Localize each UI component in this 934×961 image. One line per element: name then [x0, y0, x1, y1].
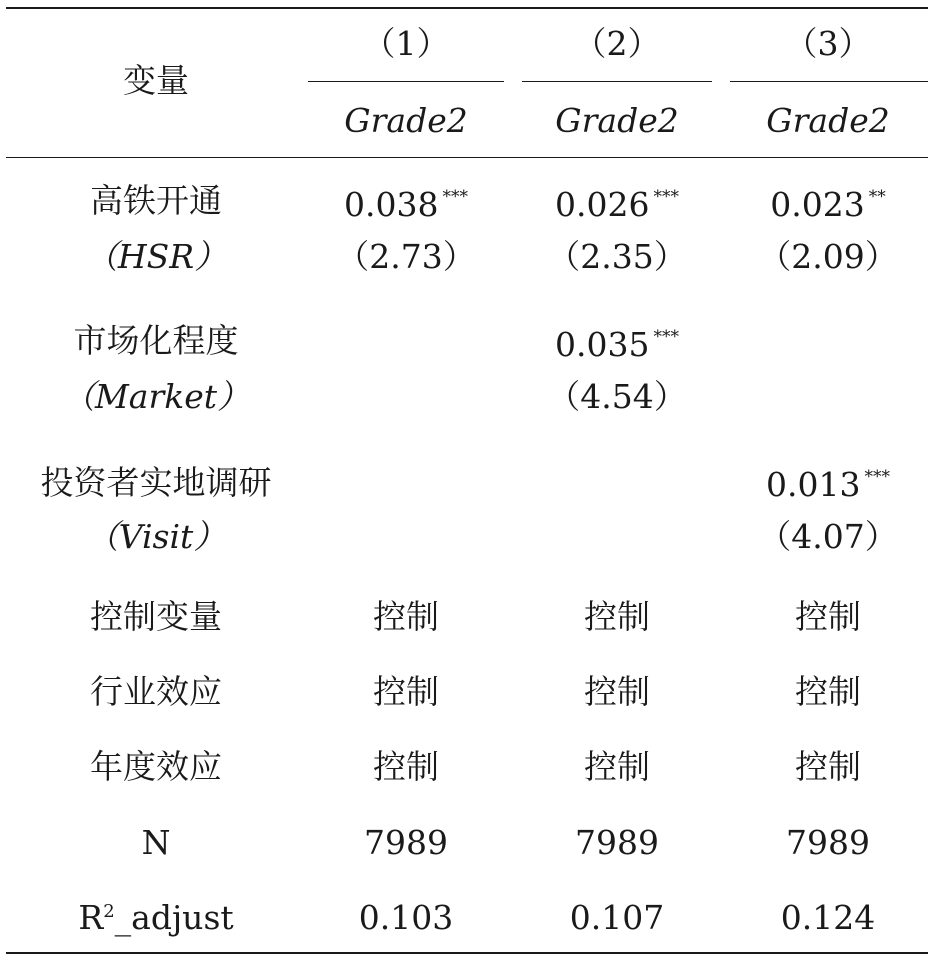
row-n-col3: 7989 — [786, 823, 870, 862]
row-hsr-col1-t: （2.73） — [336, 237, 476, 276]
row-controls-col2: 控制 — [584, 597, 650, 636]
row-market-name: 市场化程度 — [73, 321, 239, 360]
row-controls-col1: 控制 — [373, 597, 439, 636]
row-market-col2-coef: 0.035 *** — [555, 325, 679, 364]
col3-header-rule — [730, 81, 928, 82]
header-col3-dep: Grade2 — [766, 101, 890, 140]
row-industry-col2: 控制 — [584, 672, 650, 711]
header-col1-dep: Grade2 — [344, 101, 468, 140]
row-hsr-col2-coef: 0.026 *** — [555, 185, 679, 224]
header-col2-dep: Grade2 — [555, 101, 679, 140]
row-visit-col3-coef: 0.013 *** — [766, 465, 890, 504]
row-n-name: N — [141, 823, 171, 862]
significance-stars: ** — [868, 187, 886, 207]
row-hsr-abbr: （HSR） — [84, 237, 228, 276]
row-visit-col3-t: （4.07） — [758, 517, 898, 556]
row-industry-col3: 控制 — [795, 672, 861, 711]
header-col3-number: （3） — [784, 24, 872, 63]
header-variable-label: 变量 — [123, 61, 189, 100]
significance-stars: *** — [653, 327, 679, 347]
header-bottom-rule — [6, 157, 928, 158]
row-controls-name: 控制变量 — [90, 597, 222, 636]
row-hsr-col2-t: （2.35） — [547, 237, 687, 276]
row-visit-name: 投资者实地调研 — [40, 463, 272, 502]
row-r2-col3: 0.124 — [780, 898, 876, 937]
significance-stars: *** — [864, 467, 890, 487]
header-col2-number: （2） — [573, 24, 661, 63]
row-market-abbr: （Market） — [61, 377, 251, 416]
row-hsr-col1-coef: 0.038 *** — [344, 185, 468, 224]
row-hsr-name: 高铁开通 — [90, 181, 222, 220]
row-visit-abbr: （Visit） — [85, 517, 227, 556]
row-year-col3: 控制 — [795, 747, 861, 786]
row-r2-col2: 0.107 — [569, 898, 665, 937]
row-market-col2-t: （4.54） — [547, 377, 687, 416]
header-col1-number: （1） — [362, 24, 450, 63]
bottom-rule — [6, 952, 928, 954]
row-industry-col1: 控制 — [373, 672, 439, 711]
row-controls-col3: 控制 — [795, 597, 861, 636]
row-year-col2: 控制 — [584, 747, 650, 786]
col1-header-rule — [308, 81, 504, 82]
row-hsr-col3-coef: 0.023 ** — [770, 185, 886, 224]
row-r2-col1: 0.103 — [358, 898, 454, 937]
significance-stars: *** — [653, 187, 679, 207]
row-industry-name: 行业效应 — [90, 672, 222, 711]
top-rule — [6, 7, 928, 9]
significance-stars: *** — [442, 187, 468, 207]
row-n-col2: 7989 — [575, 823, 659, 862]
row-year-name: 年度效应 — [90, 747, 222, 786]
row-hsr-col3-t: （2.09） — [758, 237, 898, 276]
row-year-col1: 控制 — [373, 747, 439, 786]
col2-header-rule — [522, 81, 712, 82]
row-n-col1: 7989 — [364, 823, 448, 862]
row-r2-name: $R^2\_adjust$ — [78, 898, 234, 937]
